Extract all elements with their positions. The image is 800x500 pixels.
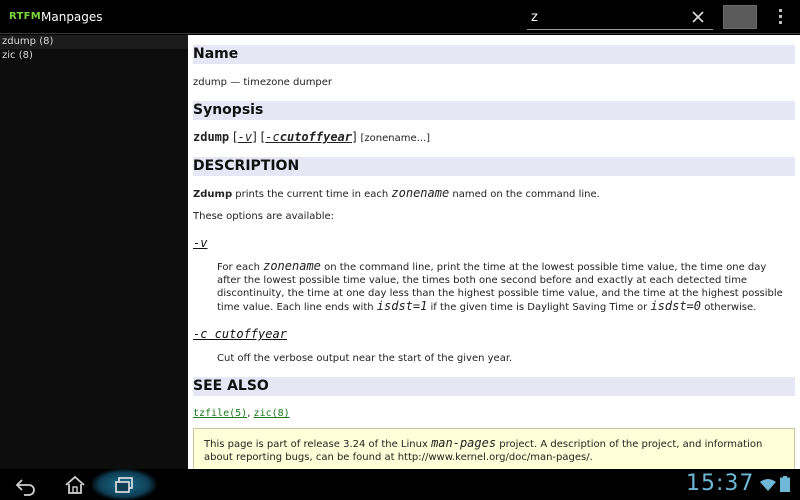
man-pages-footer-note: This page is part of release 3.24 of the Linux man-pages project. A description of the project, and information about reporting bugs, can be found at http://www.kernel.org/doc/man-pages/. xyxy=(193,428,795,469)
option-v-description: For each zonename on the command line, print the time at the lowest possible time value, the time one day after the lowest possible time value, the times both one second before and exactly at each detected time discontinuity, the time at one day less than the highest possible time value, and the time at the highest possible time value. Each line ends with isdst=1 if the given time is Daylight Saving Time or isdst=0 otherwise. xyxy=(217,259,783,313)
synopsis-option-c: -c xyxy=(265,130,280,144)
search-input[interactable] xyxy=(527,6,687,28)
manpage-content xyxy=(188,35,800,469)
option-v-label: -v xyxy=(193,236,208,250)
name-description: zdump — timezone dumper xyxy=(193,77,333,88)
status-clock[interactable]: 15:37 xyxy=(686,471,755,496)
app-logo[interactable]: RTFM xyxy=(9,11,42,22)
back-icon[interactable] xyxy=(14,474,38,496)
synopsis-line: zdump [-v] [-ccutoffyear] [zonename...] xyxy=(193,130,431,144)
list-item[interactable]: zic (8) xyxy=(2,50,33,61)
synopsis-option-c-arg: cutoffyear xyxy=(279,130,352,144)
section-heading-see-also: SEE ALSO xyxy=(193,377,795,396)
overflow-menu-icon[interactable] xyxy=(774,9,786,27)
option-c-description: Cut off the verbose output near the start of the given year. xyxy=(217,353,513,364)
list-item[interactable]: zdump (8) xyxy=(0,35,188,49)
action-bar xyxy=(0,0,800,34)
see-also-link-tzfile[interactable]: tzfile(5) xyxy=(193,408,248,419)
manpage-list xyxy=(0,35,188,469)
search-submit-button[interactable] xyxy=(723,5,757,29)
home-icon[interactable] xyxy=(63,474,87,496)
description-paragraph: Zdump prints the current time in each zonename named on the command line. xyxy=(193,186,600,200)
close-icon[interactable] xyxy=(689,8,707,26)
synopsis-zonename: [zonename...] xyxy=(360,133,431,144)
section-heading-description: DESCRIPTION xyxy=(193,157,795,176)
section-heading-name: Name xyxy=(193,45,795,64)
description-command: Zdump xyxy=(193,189,233,200)
section-heading-synopsis: Synopsis xyxy=(193,101,795,120)
battery-icon xyxy=(780,476,790,492)
synopsis-command: zdump xyxy=(193,130,230,144)
wifi-icon xyxy=(760,479,776,491)
system-bar xyxy=(0,469,800,500)
recent-apps-icon[interactable] xyxy=(112,474,136,496)
options-intro: These options are available: xyxy=(193,211,335,222)
see-also-link-zic[interactable]: zic(8) xyxy=(253,408,290,419)
see-also-links: tzfile(5), zic(8) xyxy=(193,408,290,419)
app-title: Manpages xyxy=(41,10,103,24)
synopsis-option-v: -v xyxy=(237,130,253,144)
option-c-label: -c cutoffyear xyxy=(193,327,287,341)
search-box xyxy=(527,6,713,30)
